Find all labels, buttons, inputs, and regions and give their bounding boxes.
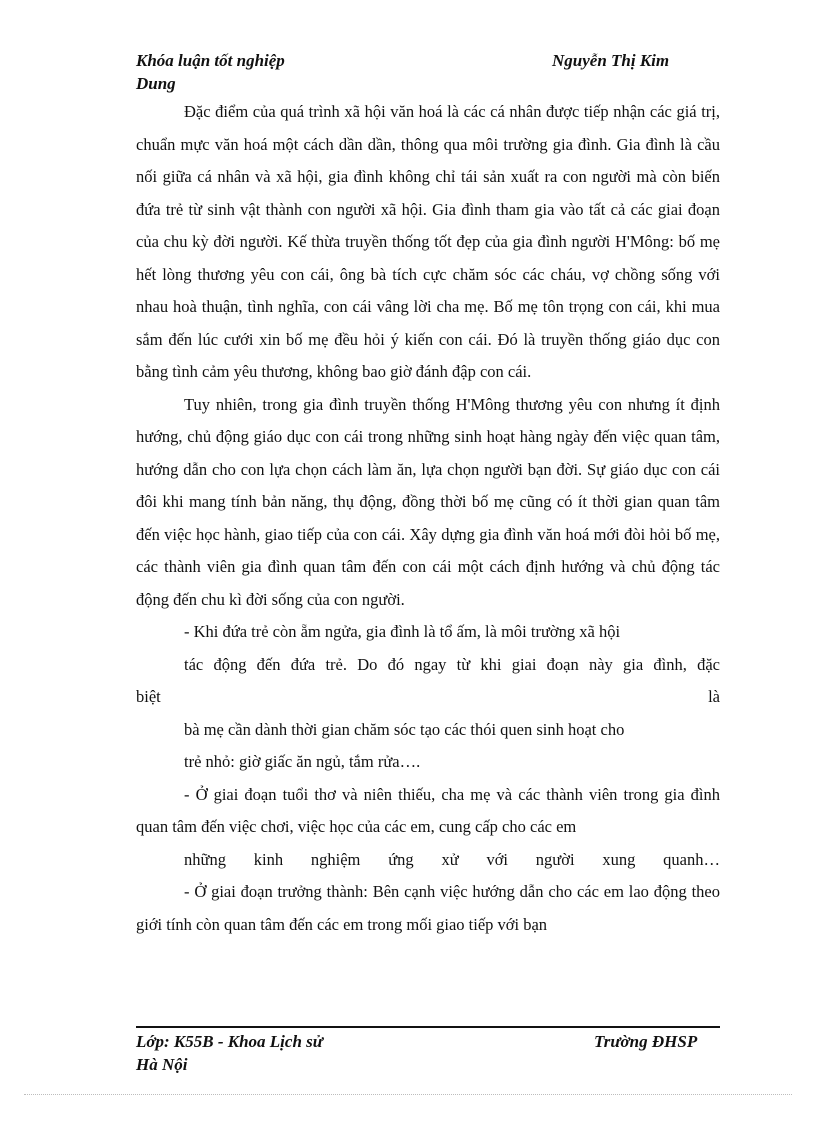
header-right: Nguyễn Thị Kim — [552, 51, 670, 70]
paragraph-4: - Ở giai đoạn tuổi thơ và niên thiếu, cha mẹ và các thành viên trong gia đình quan tâm đến việc chơi, việc học của các em, cung cấp cho các em — [136, 784, 720, 836]
paragraph-3-line-2: tác động đến đứa trẻ. Do đó ngay từ khi giai đoạn này gia đình, đặc — [184, 654, 720, 674]
page-bottom-dotted-edge — [24, 1094, 792, 1095]
paragraph-3-word-left: biệt — [136, 687, 161, 706]
header-left-line2: Dung — [136, 74, 176, 93]
footer-right: Trường ĐHSP — [594, 1032, 698, 1051]
paragraph-3-line-5: trẻ nhỏ: giờ giấc ăn ngủ, tắm rửa…. — [184, 752, 421, 771]
page-body — [136, 96, 720, 941]
paragraph-3-line-1: - Khi đứa trẻ còn ẵm ngửa, gia đình là tổ ấm, là môi trường xã hội — [184, 622, 621, 641]
paragraph-2: Tuy nhiên, trong gia đình truyền thống H'Mông thương yêu con nhưng ít định hướng, chủ động giáo dục con cái trong những sinh hoạt hàng ngày đến việc quan tâm, hướng dẫn cho con lựa chọn cách làm ăn, lựa chọn người bạn đời. Sự giáo dục con cái đôi khi mang tính bản năng, thụ động, đồng thời bố mẹ cũng có ít thời gian quan tâm đến việc học hành, giao tiếp của con cái. Xây dựng gia đình văn hoá mới đòi hỏi bố mẹ, các thành viên gia đình quan tâm đến con cái một cách định hướng và chủ động tác động đến chu kì đời sống của con người. — [136, 394, 720, 609]
footer-left-line2: Hà Nội — [136, 1055, 188, 1074]
footer-left-line1: Lớp: K55B - Khoa Lịch sử — [136, 1032, 323, 1051]
paragraph-1: Đặc điểm của quá trình xã hội văn hoá là các cá nhân được tiếp nhận các giá trị, chuẩn mực văn hoá một cách dần dần, thông qua môi trường gia đình. Gia đình là cầu nối giữa cá nhân và xã hội, gia đình không chỉ tái sản xuất ra con người mà còn biến đứa trẻ từ sinh vật thành con người xã hội. Gia đình tham gia vào tất cả các giai đoạn của chu kỳ đời người. Kế thừa truyền thống tốt đẹp của gia đình người H'Mông: bố mẹ hết lòng thương yêu con cái, ông bà tích cực chăm sóc các cháu, vợ chồng sống với nhau hoà thuận, tình nghĩa, con cái vâng lời cha mẹ. Bố mẹ tôn trọng con cái, khi mua sắm đến lúc cưới xin bố mẹ đều hỏi ý kiến con cái. Đó là truyền thống giáo dục con bằng tình cảm yêu thương, không bao giờ đánh đập con cái. — [136, 102, 720, 381]
footer-divider — [136, 1026, 720, 1028]
paragraph-3-line-3 — [136, 681, 720, 714]
paragraph-3-word-right: là — [708, 687, 720, 706]
paragraph-5: - Ở giai đoạn trưởng thành: Bên cạnh việc hướng dẫn cho các em lao động theo giới tính còn quan tâm đến các em trong mối giao tiếp với bạn — [136, 882, 720, 934]
header-left-line1: Khóa luận tốt nghiệp — [136, 51, 285, 70]
paragraph-4-line-3: những kinh nghiệm ứng xử với người xung quanh… — [184, 849, 720, 869]
paragraph-3-line-4: bà mẹ cần dành thời gian chăm sóc tạo các thói quen sinh hoạt cho — [184, 719, 625, 739]
